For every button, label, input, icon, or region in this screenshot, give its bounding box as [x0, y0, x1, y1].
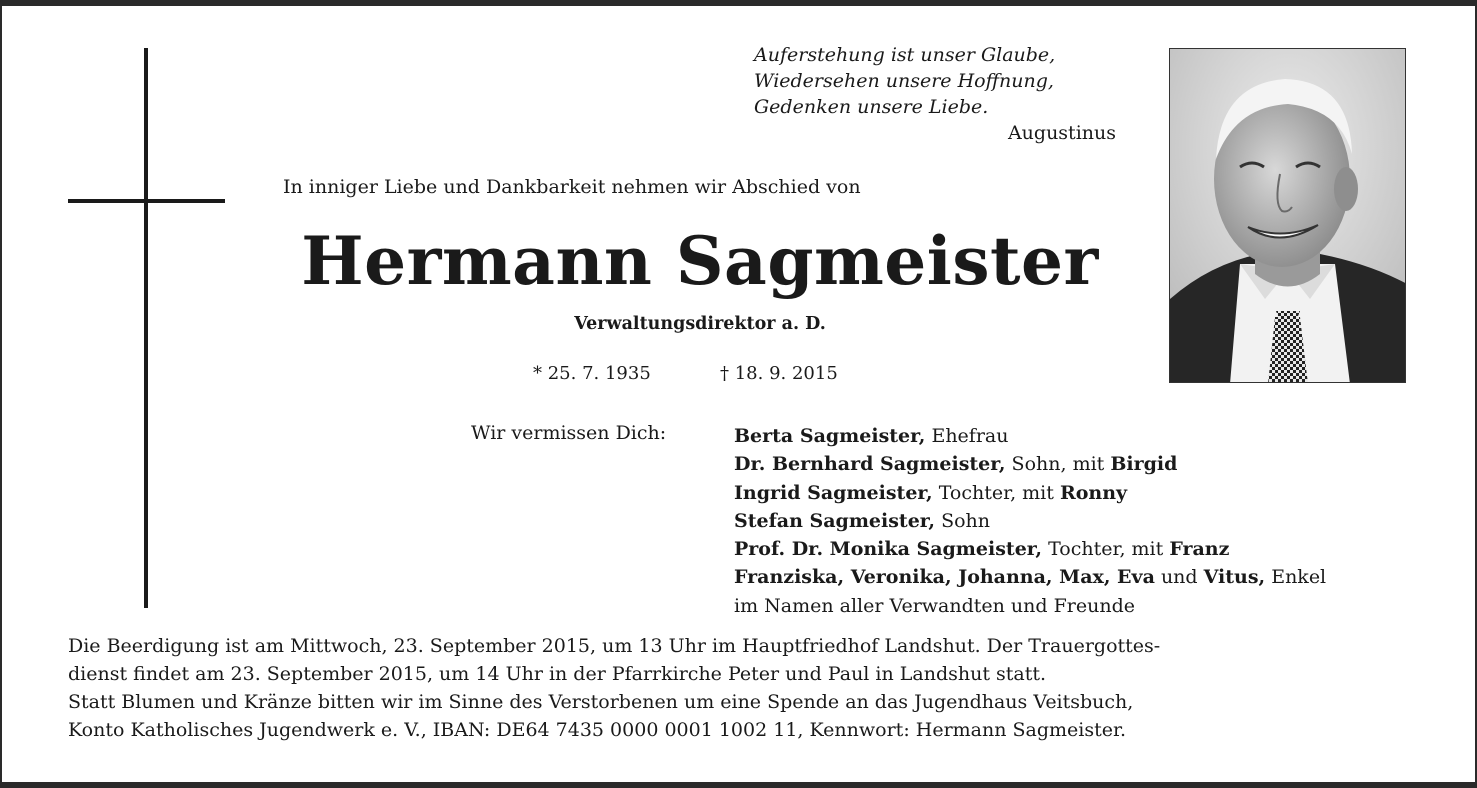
memorial-quote — [754, 42, 1116, 146]
quote-author: Augustinus — [1007, 122, 1116, 144]
survivor-name: Franziska, Veronika, Johanna, Max, Eva — [734, 566, 1155, 589]
survivor-name: Ronny — [1059, 481, 1128, 504]
notice-line: Die Beerdigung ist am Mittwoch, 23. September 2015, um 13 Uhr im Hauptfriedhof Landshut. Der Trauergottes- — [68, 635, 1161, 657]
survivor-name: Franz — [1169, 538, 1230, 561]
survivor-name: Dr. Bernhard Sagmeister, — [734, 453, 1006, 476]
survivor-relation: Sohn — [935, 509, 990, 532]
quote-line: Gedenken unsere Liebe. — [754, 96, 989, 118]
survivor-row — [734, 422, 1326, 450]
portrait-image — [1170, 49, 1406, 383]
survivor-name: Birgid — [1110, 453, 1178, 476]
quote-line: Wiedersehen unsere Hoffnung, — [754, 70, 1054, 92]
cross-horizontal-bar — [68, 199, 225, 203]
survivor-relation: Enkel — [1265, 566, 1327, 589]
birth-date: * 25. 7. 1935 — [533, 363, 651, 384]
survivor-row — [734, 507, 1326, 535]
survivors-label: Wir vermissen Dich: — [471, 422, 667, 444]
survivor-name: Vitus, — [1203, 566, 1266, 589]
survivor-name: Stefan Sagmeister, — [734, 509, 936, 532]
portrait-photo — [1169, 48, 1406, 383]
survivor-row — [734, 563, 1326, 591]
survivor-relation: im Namen aller Verwandten und Freunde — [734, 594, 1135, 617]
survivor-row — [734, 450, 1326, 478]
survivor-relation: und — [1154, 566, 1204, 589]
survivor-relation: Tochter, mit — [932, 481, 1060, 504]
survivor-row — [734, 592, 1326, 620]
survivor-name: Ingrid Sagmeister, — [734, 481, 933, 504]
farewell-intro: In inniger Liebe und Dankbarkeit nehmen wir Abschied von — [283, 176, 861, 198]
survivors-list — [734, 422, 1326, 620]
survivor-row — [734, 535, 1326, 563]
notice-line: dienst findet am 23. September 2015, um 14 Uhr in der Pfarrkirche Peter und Paul in Landshut statt. — [68, 663, 1047, 685]
survivor-row — [734, 479, 1326, 507]
survivor-relation: Sohn, mit — [1005, 453, 1111, 476]
survivor-relation: Ehefrau — [925, 425, 1009, 447]
notice-line: Konto Katholisches Jugendwerk e. V., IBAN: DE64 7435 0000 0001 1002 11, Kennwort: Hermann Sagmeister. — [68, 719, 1127, 741]
notice-line: Statt Blumen und Kränze bitten wir im Sinne des Verstorbenen um eine Spende an das Jugendhaus Veitsbuch, — [68, 691, 1134, 713]
deceased-title: Verwaltungsdirektor a. D. — [574, 314, 826, 334]
death-date: † 18. 9. 2015 — [720, 363, 838, 384]
quote-line: Auferstehung ist unser Glaube, — [754, 44, 1056, 66]
survivor-name: Berta Sagmeister, — [734, 425, 926, 447]
survivor-name: Prof. Dr. Monika Sagmeister, — [734, 538, 1043, 561]
deceased-name: Hermann Sagmeister — [301, 222, 1099, 300]
cross-vertical-bar — [144, 48, 148, 608]
funeral-notice — [68, 632, 1413, 744]
survivor-relation: Tochter, mit — [1042, 538, 1170, 561]
